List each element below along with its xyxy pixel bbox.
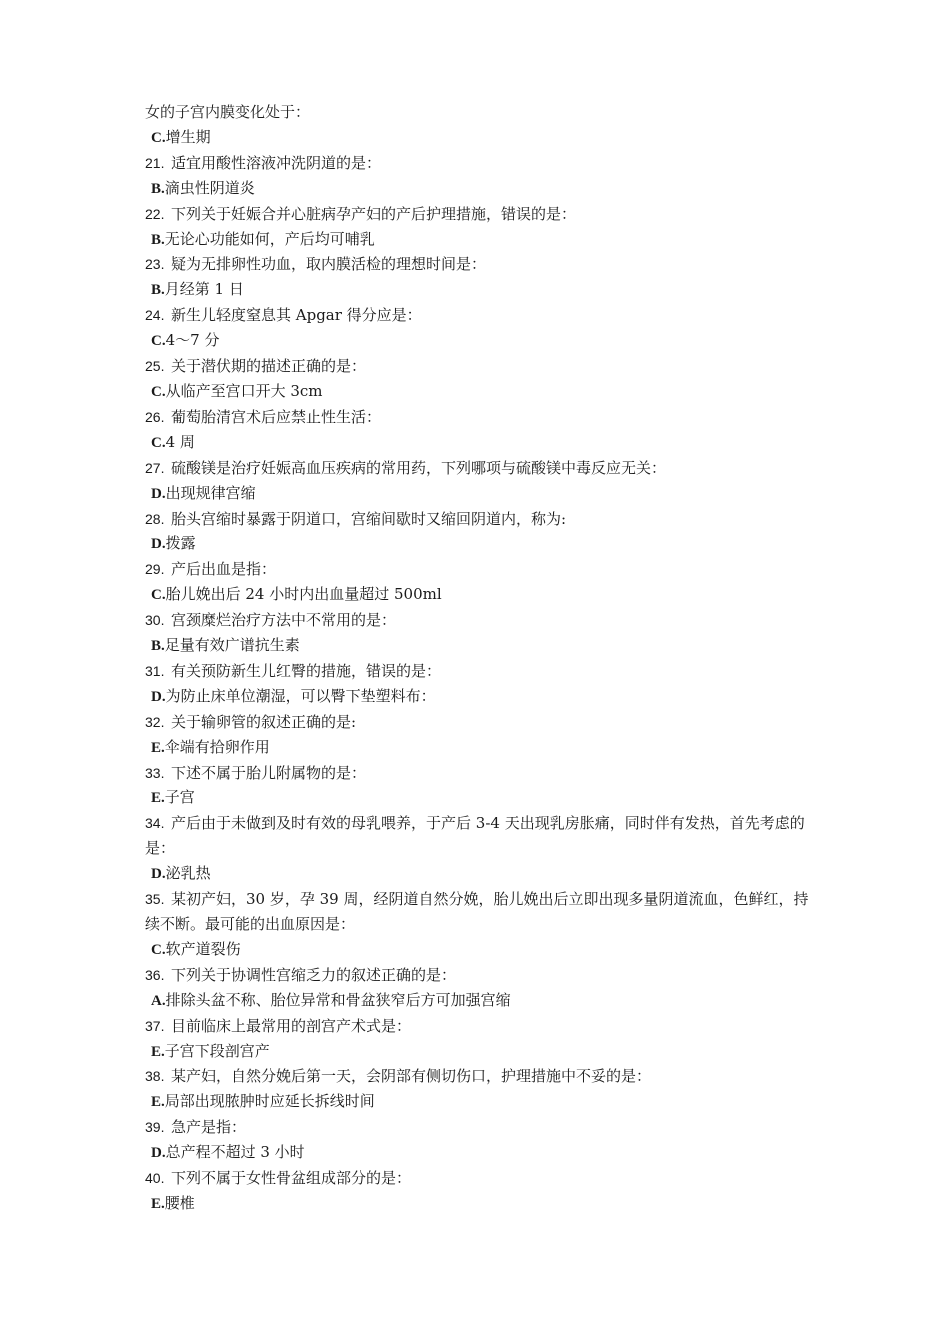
question-number: 32. [145, 713, 165, 730]
answer-item [145, 531, 815, 557]
answer-text: 总产程不超过 3 小时 [165, 1143, 305, 1162]
question-number: 28. [145, 510, 165, 527]
question-number: 35. [145, 891, 165, 908]
question-number: 31. [145, 662, 165, 679]
answer-letter: E. [151, 1195, 165, 1212]
intro-question [145, 100, 815, 125]
answer-letter: D. [151, 485, 166, 502]
answer-letter: D. [151, 536, 166, 553]
question-item [145, 303, 815, 328]
answer-text: 软产道裂伤 [165, 939, 241, 958]
answer-item [145, 227, 815, 253]
question-text: 某初产妇，30 岁，孕 39 周，经阴道自然分娩，胎儿娩出后立即出现多量阴道流血，色鲜红，持续不断。最可能的出血原因是： [145, 890, 809, 933]
question-number: 33. [145, 764, 165, 781]
answer-text: 子宫下段剖宫产 [164, 1041, 270, 1060]
answer-letter: D. [151, 1145, 166, 1162]
answer-letter: C. [151, 383, 166, 400]
question-item [145, 811, 815, 861]
question-item [145, 1064, 815, 1089]
question-text: 下列关于协调性宫缩乏力的叙述正确的是： [171, 965, 457, 984]
answer-item [145, 582, 815, 608]
answer-letter: E. [151, 1043, 165, 1060]
question-number: 34. [145, 815, 165, 832]
question-number: 21. [145, 154, 165, 171]
question-item [145, 608, 815, 633]
question-text: 关于输卵管的叙述正确的是: [171, 712, 357, 731]
question-text: 产后出血是指： [171, 560, 277, 579]
question-number: 30. [145, 612, 165, 629]
question-item [145, 507, 815, 532]
question-text: 关于潜伏期的描述正确的是： [171, 357, 367, 376]
document-page [145, 100, 815, 1217]
answer-item [145, 481, 815, 507]
question-item [145, 456, 815, 481]
answer-letter: C. [151, 333, 166, 350]
answer-item [145, 684, 815, 710]
answer-letter: B. [151, 638, 165, 655]
answer-letter: C. [151, 434, 166, 451]
answer-item [145, 785, 815, 811]
answer-item [145, 176, 815, 202]
answer-item [145, 861, 815, 887]
answer-item [145, 937, 815, 963]
question-text: 目前临床上最常用的剖宫产术式是： [171, 1016, 412, 1035]
question-item [145, 151, 815, 176]
question-number: 38. [145, 1068, 165, 1085]
answer-text: 胎儿娩出后 24 小时内出血量超过 500ml [165, 585, 442, 604]
question-number: 29. [145, 561, 165, 578]
question-text: 胎头宫缩时暴露于阴道口，宫缩间歇时又缩回阴道内，称为: [171, 509, 567, 528]
answer-text: 4～7 分 [165, 331, 220, 350]
answer-item [145, 1089, 815, 1115]
answer-letter: B. [151, 282, 165, 299]
answer-item [145, 988, 815, 1014]
answer-text: 月经第 1 日 [164, 280, 244, 299]
question-item [145, 252, 815, 277]
answer-item [145, 1191, 815, 1217]
answer-item [145, 1039, 815, 1065]
answer-letter: A. [151, 992, 166, 1009]
question-text: 下列不属于女性骨盆组成部分的是： [171, 1169, 412, 1188]
question-text: 下列关于妊娠合并心脏病孕产妇的产后护理措施，错误的是： [171, 204, 577, 223]
question-item [145, 1014, 815, 1039]
question-text: 急产是指： [171, 1118, 247, 1137]
question-number: 25. [145, 358, 165, 375]
answer-text: 无论心功能如何，产后均可哺乳 [164, 229, 375, 248]
question-number: 26. [145, 408, 165, 425]
question-list [145, 151, 815, 1217]
answer-letter: E. [151, 790, 165, 807]
question-item [145, 1115, 815, 1140]
question-text: 有关预防新生儿红臀的措施，错误的是： [171, 661, 442, 680]
answer-text: 拨露 [165, 534, 196, 553]
question-number: 40. [145, 1170, 165, 1187]
question-text: 宫颈糜烂治疗方法中不常用的是： [171, 611, 397, 630]
question-item [145, 405, 815, 430]
question-text: 葡萄胎清宫术后应禁止性生活： [171, 407, 382, 426]
answer-text: 为防止床单位潮湿，可以臀下垫塑料布： [165, 686, 436, 705]
answer-letter: B. [151, 231, 165, 248]
question-number: 22. [145, 205, 165, 222]
question-text: 疑为无排卵性功血，取内膜活检的理想时间是： [171, 255, 487, 274]
question-number: 36. [145, 966, 165, 983]
question-text: 某产妇，自然分娩后第一天，会阴部有侧切伤口，护理措施中不妥的是： [171, 1067, 652, 1086]
answer-letter: C. [151, 941, 166, 958]
answer-letter: E. [151, 1094, 165, 1111]
answer-item [145, 379, 815, 405]
question-number: 39. [145, 1119, 165, 1136]
answer-text: 足量有效广谱抗生素 [164, 636, 300, 655]
answer-text: 从临产至宫口开大 3cm [165, 381, 323, 400]
question-number: 24. [145, 307, 165, 324]
answer-item [145, 328, 815, 354]
answer-text: 腰椎 [164, 1193, 195, 1212]
question-item [145, 659, 815, 684]
question-item [145, 887, 815, 937]
answer-text: 局部出现脓肿时应延长拆线时间 [164, 1092, 375, 1111]
answer-text: 排除头盆不称、胎位异常和骨盆狭窄后方可加强宫缩 [165, 990, 511, 1009]
answer-letter: E. [151, 739, 165, 756]
answer-item [145, 1140, 815, 1166]
answer-text: 伞端有拾卵作用 [164, 737, 270, 756]
answer-text: 增生期 [165, 127, 211, 146]
intro-answer [145, 125, 815, 151]
question-item [145, 557, 815, 582]
answer-text: 子宫 [164, 788, 195, 807]
question-text: 新生儿轻度窒息其 Apgar 得分应是： [171, 306, 422, 325]
question-item [145, 1166, 815, 1191]
question-text: 下述不属于胎儿附属物的是： [171, 763, 367, 782]
answer-text: 滴虫性阴道炎 [164, 178, 255, 197]
answer-item [145, 735, 815, 761]
question-number: 37. [145, 1017, 165, 1034]
question-item [145, 354, 815, 379]
question-text: 产后由于未做到及时有效的母乳喂养，于产后 3-4 天出现乳房胀痛，同时伴有发热，首先考虑的是： [145, 814, 805, 858]
answer-item [145, 633, 815, 659]
answer-item [145, 430, 815, 456]
answer-letter: C. [151, 587, 166, 604]
question-item [145, 710, 815, 735]
question-number: 27. [145, 459, 165, 476]
answer-text: 出现规律宫缩 [165, 483, 256, 502]
question-number: 23. [145, 256, 165, 273]
answer-letter: B. [151, 180, 165, 197]
question-item [145, 202, 815, 227]
question-text: 女的子宫内膜变化处于： [145, 103, 311, 121]
question-item [145, 761, 815, 786]
answer-item [145, 277, 815, 303]
answer-text: 泌乳热 [165, 864, 211, 883]
answer-letter: D. [151, 688, 166, 705]
answer-letter: C. [151, 129, 166, 146]
answer-letter: D. [151, 866, 166, 883]
answer-text: 4 周 [165, 432, 195, 451]
question-text: 适宜用酸性溶液冲洗阴道的是： [171, 153, 382, 172]
question-item [145, 963, 815, 988]
question-text: 硫酸镁是治疗妊娠高血压疾病的常用药，下列哪项与硫酸镁中毒反应无关： [171, 458, 667, 477]
